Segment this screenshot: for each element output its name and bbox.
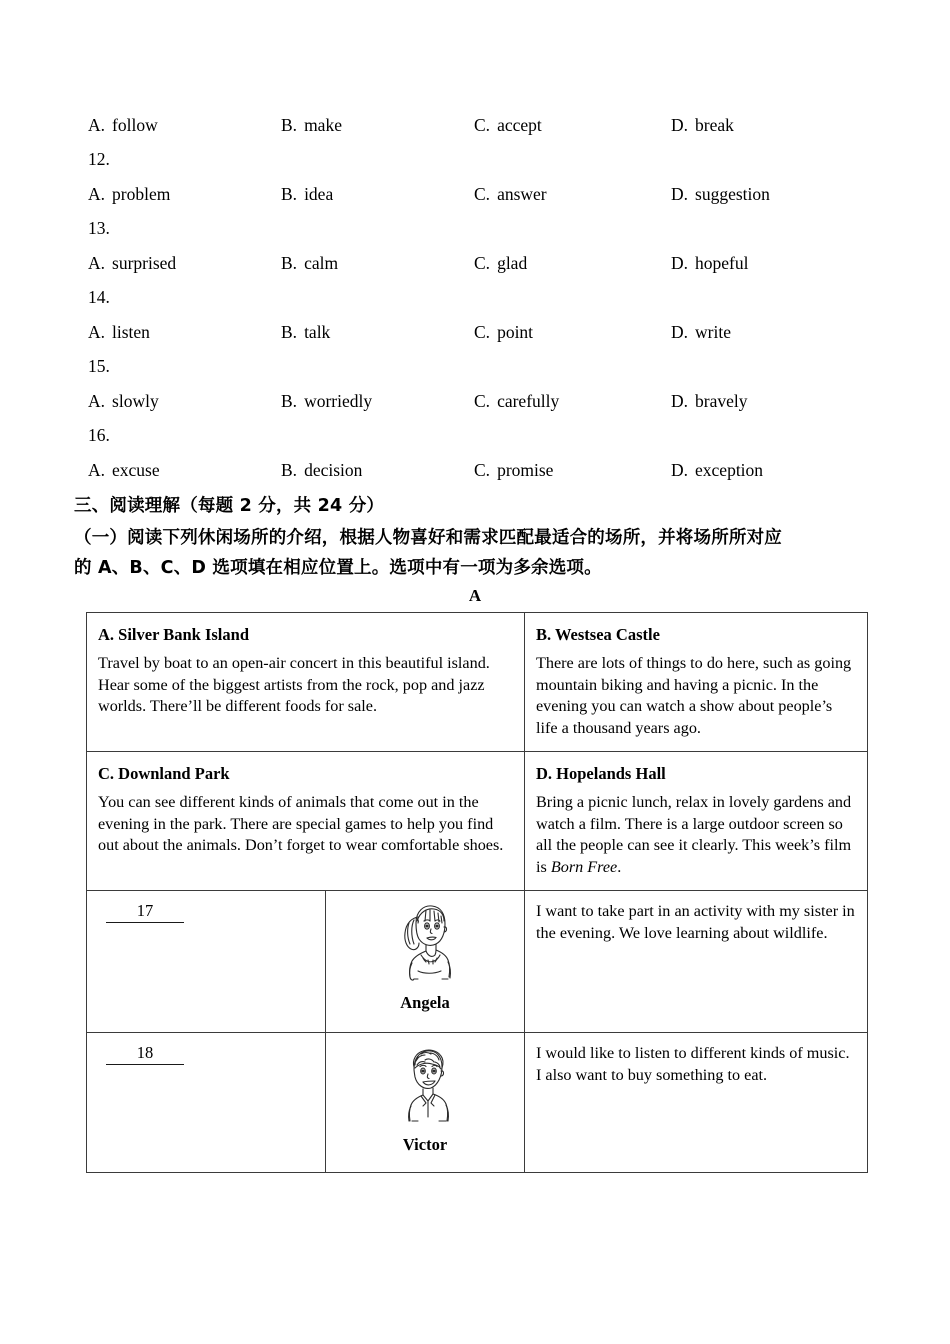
place-body-d-tail: . xyxy=(617,857,622,876)
table-group-letter xyxy=(0,586,950,606)
mc-option-text: make xyxy=(304,115,342,135)
mc-option-d[interactable] xyxy=(671,384,748,418)
mc-option-label: C. xyxy=(474,184,491,204)
place-body-d-text: Bring a picnic lunch, relax in lovely gardens and watch a film. There is a large outdoor screen so all the people can see it clearly. This week’s film is xyxy=(536,793,852,876)
mc-option-c[interactable] xyxy=(474,453,553,487)
mc-option-label: C. xyxy=(474,391,491,411)
mc-option-label: C. xyxy=(474,460,491,480)
mc-option-row xyxy=(88,246,878,280)
mc-option-text: listen xyxy=(112,322,150,342)
mc-option-label: A. xyxy=(88,322,106,342)
section-instruction-line-2: 的 A、B、C、D 选项填在相应位置上。选项中有一项为多余选项。 xyxy=(74,558,602,578)
place-body-b: There are lots of things to do here, such as going mountain biking and having a picnic. In the evening you can watch a show about people’s life a thousand years ago. xyxy=(536,654,852,737)
mc-option-text: break xyxy=(695,115,734,135)
mc-option-d[interactable] xyxy=(671,453,763,487)
mc-option-text: excuse xyxy=(112,460,160,480)
boy-portrait-icon xyxy=(394,1043,456,1129)
table-group-letter-text: A xyxy=(468,586,482,605)
place-title-d: D. Hopelands Hall xyxy=(536,764,666,784)
mc-option-label: D. xyxy=(671,322,689,342)
mc-option-text: decision xyxy=(304,460,363,480)
place-cell-d xyxy=(525,752,868,891)
person-description-victor: I would like to listen to different kinds of music. I also want to buy something to eat. xyxy=(525,1033,868,1173)
mc-option-d[interactable] xyxy=(671,315,731,349)
question-number-13: 13. xyxy=(88,218,110,238)
mc-option-a[interactable] xyxy=(88,108,158,142)
mc-option-b[interactable] xyxy=(281,384,372,418)
mc-option-c[interactable] xyxy=(474,246,527,280)
question-number-12: 12. xyxy=(88,149,110,169)
place-body-d xyxy=(536,792,856,878)
mc-option-c[interactable] xyxy=(474,384,559,418)
mc-option-text: talk xyxy=(304,322,331,342)
mc-option-c[interactable] xyxy=(474,108,542,142)
mc-option-label: C. xyxy=(474,322,491,342)
mc-option-c[interactable] xyxy=(474,177,547,211)
mc-option-a[interactable] xyxy=(88,315,150,349)
mc-option-a[interactable] xyxy=(88,453,160,487)
mc-option-label: D. xyxy=(671,253,689,273)
mc-option-b[interactable] xyxy=(281,246,338,280)
answer-blank-17[interactable]: 17 xyxy=(106,901,184,923)
mc-option-b[interactable] xyxy=(281,108,342,142)
question-number-15: 15. xyxy=(88,356,110,376)
table-row-places-cd xyxy=(87,752,868,891)
mc-option-label: A. xyxy=(88,184,106,204)
mc-option-label: C. xyxy=(474,115,491,135)
mc-option-text: glad xyxy=(497,253,528,273)
mc-option-text: follow xyxy=(112,115,158,135)
mc-option-text: accept xyxy=(497,115,542,135)
place-cell-c xyxy=(87,752,525,891)
place-cell-b xyxy=(525,613,868,752)
mc-option-label: B. xyxy=(281,322,298,342)
mc-option-text: carefully xyxy=(497,391,560,411)
mc-option-label: D. xyxy=(671,391,689,411)
mc-option-text: suggestion xyxy=(695,184,770,204)
person-name-angela: Angela xyxy=(400,993,450,1013)
mc-option-text: exception xyxy=(695,460,764,480)
mc-option-label: B. xyxy=(281,253,298,273)
mc-option-label: A. xyxy=(88,391,106,411)
mc-option-label: B. xyxy=(281,460,298,480)
mc-option-b[interactable] xyxy=(281,177,333,211)
mc-option-text: promise xyxy=(497,460,554,480)
table-row-places-ab xyxy=(87,613,868,752)
mc-option-text: point xyxy=(497,322,534,342)
table-row-person-victor xyxy=(87,1033,868,1173)
place-title-b: B. Westsea Castle xyxy=(536,625,660,644)
mc-option-b[interactable] xyxy=(281,453,362,487)
mc-option-text: worriedly xyxy=(304,391,373,411)
mc-option-row xyxy=(88,384,878,418)
section-title: 三、阅读理解（每题 2 分，共 24 分） xyxy=(74,496,385,516)
girl-portrait-icon xyxy=(394,901,456,987)
question-number-16: 16. xyxy=(88,425,110,445)
person-name-victor: Victor xyxy=(402,1135,448,1155)
question-number-14: 14. xyxy=(88,287,110,307)
mc-option-label: D. xyxy=(671,184,689,204)
place-title-a: A. Silver Bank Island xyxy=(98,625,249,644)
mc-option-b[interactable] xyxy=(281,315,330,349)
mc-option-text: problem xyxy=(112,184,171,204)
mc-option-text: write xyxy=(695,322,731,342)
answer-blank-cell-17[interactable] xyxy=(87,891,326,1033)
person-portrait-cell-angela xyxy=(326,891,525,1033)
matching-table xyxy=(86,612,868,1173)
answer-blank-cell-18[interactable] xyxy=(87,1033,326,1173)
mc-option-c[interactable] xyxy=(474,315,533,349)
mc-option-label: A. xyxy=(88,460,106,480)
mc-option-row xyxy=(88,315,878,349)
place-body-d-film-title: Born Free xyxy=(550,857,618,876)
mc-option-label: C. xyxy=(474,253,491,273)
multiple-choice-block xyxy=(88,108,878,487)
mc-option-label: B. xyxy=(281,115,298,135)
mc-option-row xyxy=(88,177,878,211)
mc-option-a[interactable] xyxy=(88,177,170,211)
mc-option-label: B. xyxy=(281,391,298,411)
section-instruction-line-1: （一）阅读下列休闲场所的介绍，根据人物喜好和需求匹配最适合的场所，并将场所所对应 xyxy=(74,528,782,548)
mc-option-text: bravely xyxy=(695,391,748,411)
place-body-c: You can see different kinds of animals that come out in the evening in the park. There are special games to help you find out about the animals. Don’t forget to wear comfortable shoes. xyxy=(98,793,504,855)
person-description-angela: I want to take part in an activity with my sister in the evening. We love learning about wildlife. xyxy=(525,891,868,1033)
mc-option-label: A. xyxy=(88,253,106,273)
mc-option-label: D. xyxy=(671,115,689,135)
mc-option-label: B. xyxy=(281,184,298,204)
mc-option-text: calm xyxy=(304,253,339,273)
mc-option-a[interactable] xyxy=(88,246,176,280)
mc-option-label: D. xyxy=(671,460,689,480)
place-body-a: Travel by boat to an open-air concert in this beautiful island. Hear some of the biggest artists from the rock, pop and jazz worlds. There’ll be different foods for sale. xyxy=(98,654,490,716)
answer-blank-18[interactable]: 18 xyxy=(106,1043,184,1065)
place-cell-a xyxy=(87,613,525,752)
mc-option-d[interactable] xyxy=(671,246,748,280)
table-row-person-angela xyxy=(87,891,868,1033)
person-portrait-cell-victor xyxy=(326,1033,525,1173)
mc-option-a[interactable] xyxy=(88,384,159,418)
mc-option-text: slowly xyxy=(112,391,159,411)
mc-option-text: answer xyxy=(497,184,547,204)
mc-option-text: hopeful xyxy=(695,253,749,273)
mc-option-text: idea xyxy=(304,184,334,204)
mc-option-row xyxy=(88,108,878,142)
place-title-c: C. Downland Park xyxy=(98,764,230,784)
mc-option-d[interactable] xyxy=(671,177,770,211)
mc-option-label: A. xyxy=(88,115,106,135)
mc-option-d[interactable] xyxy=(671,108,734,142)
mc-option-row xyxy=(88,453,878,487)
mc-option-text: surprised xyxy=(112,253,177,273)
